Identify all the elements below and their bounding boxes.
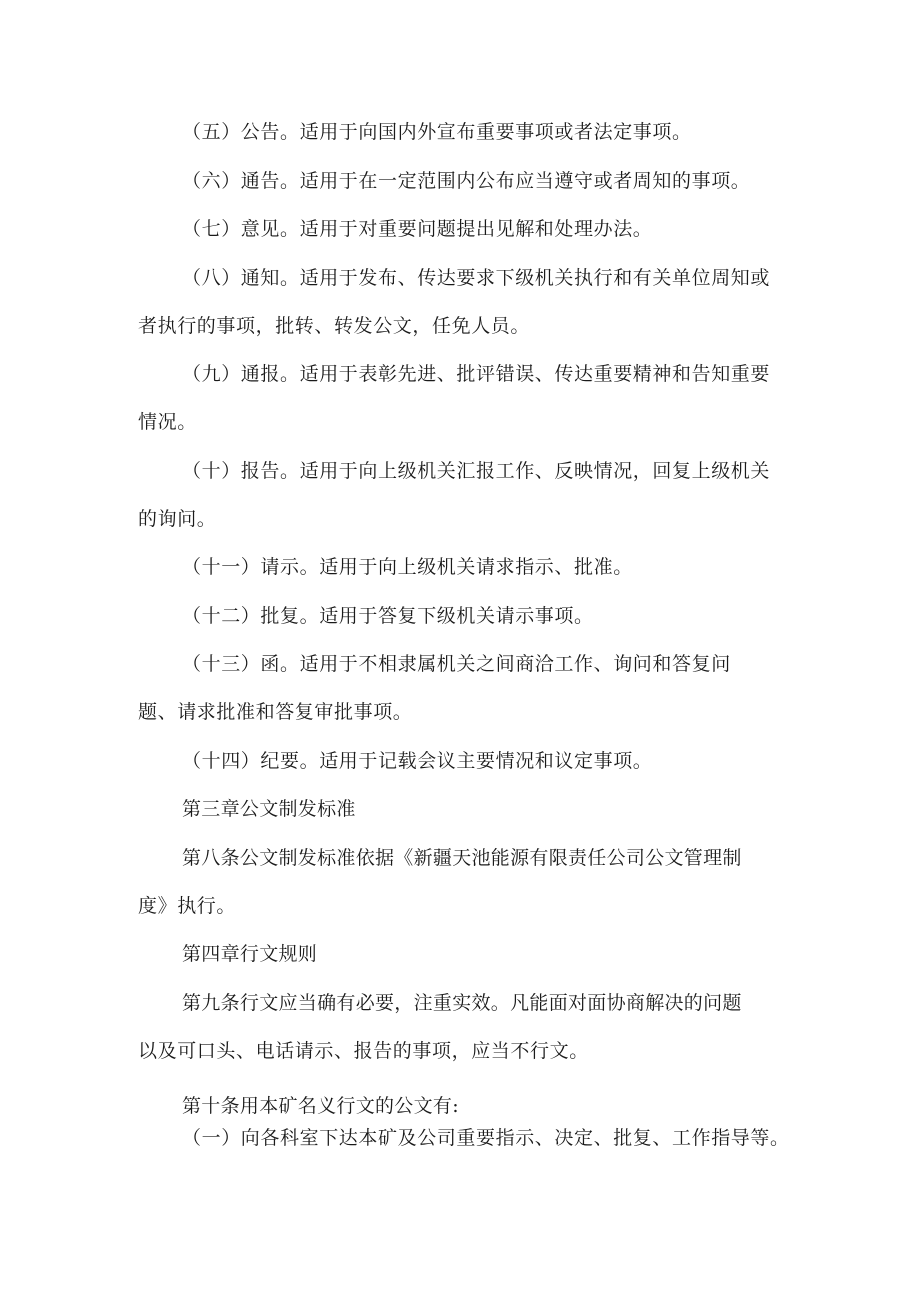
paragraph-line: （九）通报。适用于表彰先进、批评错误、传达重要精神和告知重要 (182, 363, 771, 385)
paragraph-line: （十四）纪要。适用于记载会议主要情况和议定事项。 (182, 750, 653, 772)
paragraph-line: 的询问。 (138, 508, 217, 530)
paragraph-line: （六）通告。适用于在一定范围内公布应当遵守或者周知的事项。 (182, 170, 751, 192)
paragraph-line: （十二）批复。适用于答复下级机关请示事项。 (182, 605, 594, 627)
paragraph-line: （七）意见。适用于对重要问题提出见解和处理办法。 (182, 218, 653, 240)
article-line: 度》执行。 (138, 895, 237, 917)
paragraph-line: （八）通知。适用于发布、传达要求下级机关执行和有关单位周知或 (182, 267, 771, 289)
paragraph-line: （十三）函。适用于不相隶属机关之间商洽工作、询问和答复问 (182, 653, 731, 675)
article-line: 以及可口头、电话请示、报告的事项，应当不行文。 (138, 1040, 589, 1062)
list-item-line: （一）向各科室下达本矿及公司重要指示、决定、批复、工作指导等。 (182, 1127, 790, 1149)
paragraph-line: （五）公告。适用于向国内外宣布重要事项或者法定事项。 (182, 121, 692, 143)
paragraph-line: 者执行的事项，批转、转发公文，任免人员。 (138, 315, 531, 337)
article-line: 第十条用本矿名义行文的公文有: (182, 1095, 459, 1117)
paragraph-line: 题、请求批准和答复审批事项。 (138, 701, 413, 723)
paragraph-line: （十）报告。适用于向上级机关汇报工作、反映情况，回复上级机关 (182, 460, 771, 482)
paragraph-line: （十一）请示。适用于向上级机关请求指示、批准。 (182, 556, 633, 578)
chapter-heading: 第四章行文规则 (182, 943, 318, 965)
paragraph-line: 情况。 (138, 411, 197, 433)
article-line: 第八条公文制发标准依据《新疆天池能源有限责任公司公文管理制 (182, 847, 742, 869)
chapter-heading: 第三章公文制发标准 (182, 798, 356, 820)
article-line: 第九条行文应当确有必要，注重实效。凡能面对面协商解决的问题 (182, 992, 742, 1014)
